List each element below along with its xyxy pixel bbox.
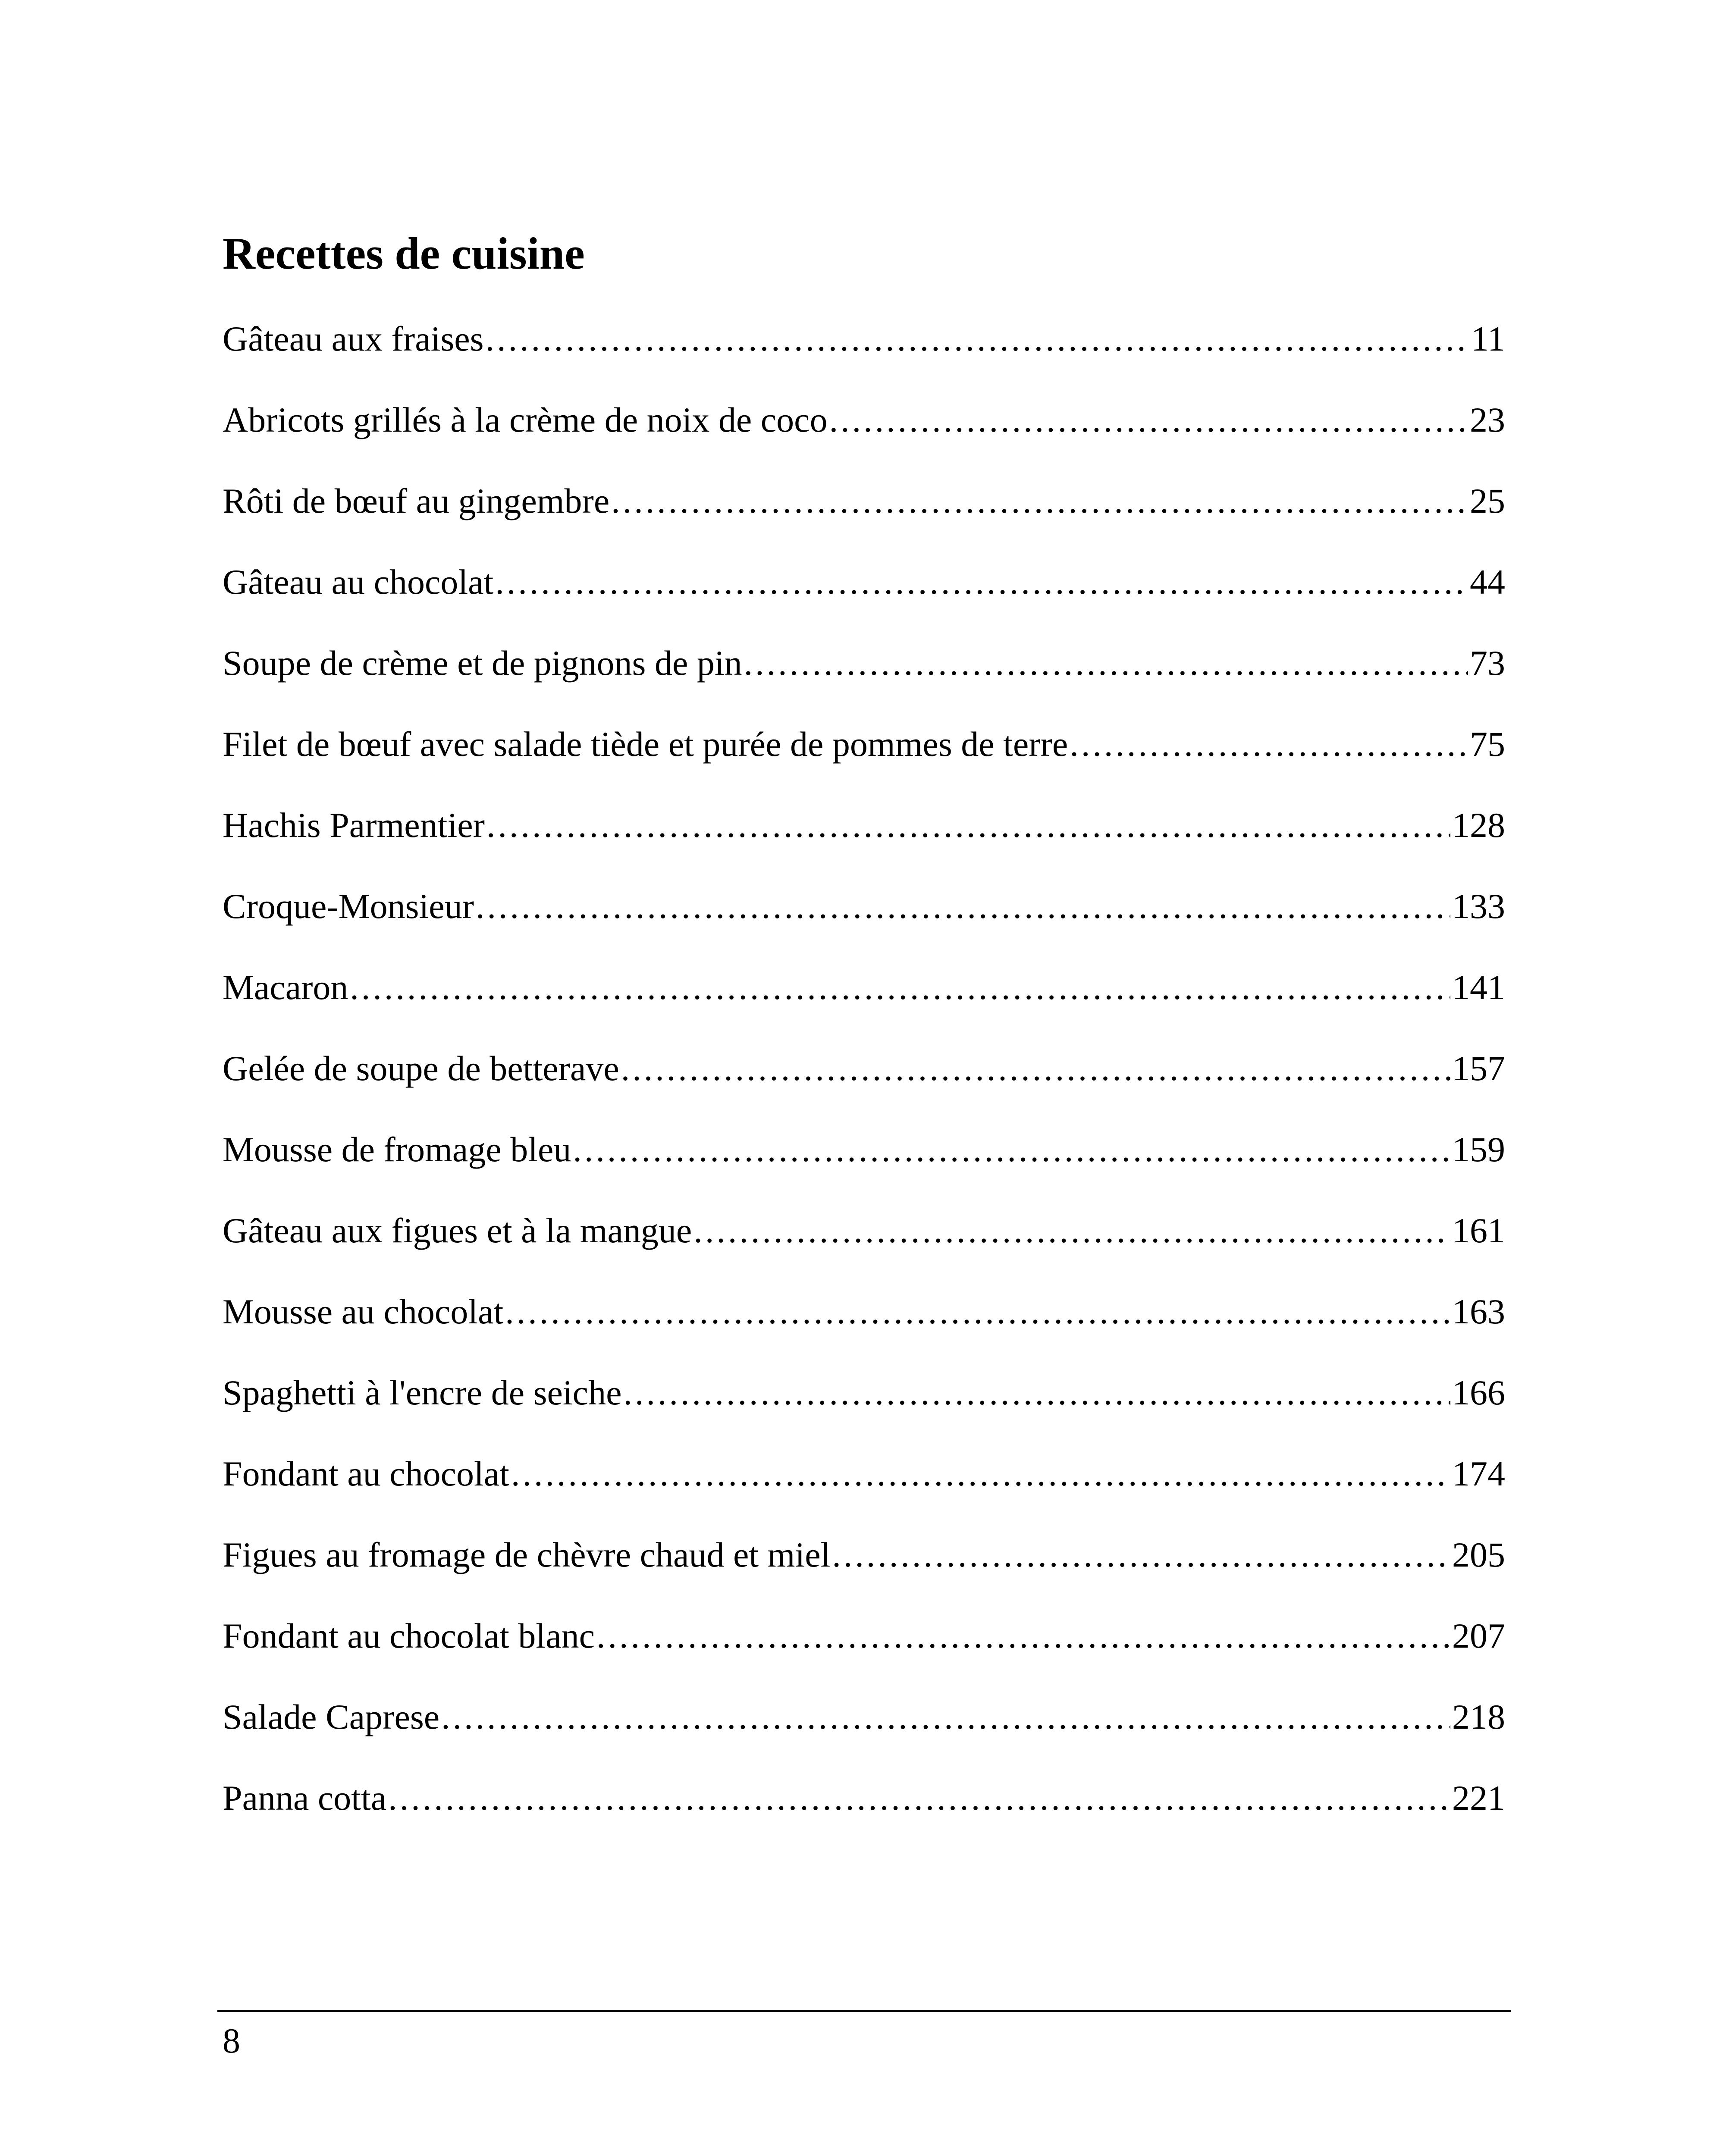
page-title: Recettes de cuisine	[223, 228, 585, 279]
toc-entry[interactable]	[223, 1780, 1505, 1861]
toc-entry-title: Croque-Monsieur	[223, 887, 474, 926]
toc-dot-leader	[505, 1294, 1450, 1329]
toc-entry[interactable]	[223, 402, 1505, 483]
toc-entry-page: 73	[1470, 643, 1505, 683]
toc-dot-leader	[744, 646, 1468, 681]
toc-entry-page: 218	[1452, 1697, 1505, 1736]
toc-entry-page: 141	[1452, 968, 1505, 1007]
toc-entry-page: 174	[1452, 1454, 1505, 1493]
toc-entry-page: 166	[1452, 1373, 1505, 1412]
toc-entry[interactable]	[223, 1456, 1505, 1537]
toc-dot-leader	[486, 321, 1469, 357]
toc-entry[interactable]	[223, 1375, 1505, 1456]
toc-entry[interactable]	[223, 1537, 1505, 1618]
toc-dot-leader	[596, 1618, 1450, 1654]
toc-entry[interactable]	[223, 483, 1505, 564]
table-of-contents	[223, 321, 1505, 1861]
toc-dot-leader	[511, 1456, 1450, 1492]
toc-dot-leader	[1070, 727, 1468, 762]
toc-dot-leader	[621, 1051, 1450, 1086]
toc-entry-title: Panna cotta	[223, 1778, 387, 1818]
toc-entry-title: Soupe de crème et de pignons de pin	[223, 643, 742, 683]
toc-entry[interactable]	[223, 1294, 1505, 1375]
toc-dot-leader	[495, 564, 1468, 600]
toc-entry-page: 163	[1452, 1292, 1505, 1331]
toc-entry-page: 25	[1470, 481, 1505, 520]
toc-entry-title: Fondant au chocolat blanc	[223, 1616, 595, 1655]
toc-entry-page: 205	[1452, 1535, 1505, 1574]
toc-dot-leader	[611, 483, 1468, 519]
toc-entry[interactable]	[223, 1132, 1505, 1213]
toc-entry-page: 75	[1470, 724, 1505, 764]
toc-entry-title: Mousse au chocolat	[223, 1292, 504, 1331]
toc-entry[interactable]	[223, 889, 1505, 970]
toc-entry[interactable]	[223, 1051, 1505, 1132]
toc-entry-title: Mousse de fromage bleu	[223, 1130, 571, 1169]
toc-entry-title: Spaghetti à l'encre de seiche	[223, 1373, 622, 1412]
toc-entry[interactable]	[223, 564, 1505, 646]
toc-dot-leader	[832, 1537, 1450, 1573]
toc-dot-leader	[829, 402, 1468, 438]
toc-entry-title: Rôti de bœuf au gingembre	[223, 481, 610, 520]
toc-entry[interactable]	[223, 1213, 1505, 1294]
toc-entry-title: Gâteau aux fraises	[223, 319, 484, 358]
toc-entry-title: Fondant au chocolat	[223, 1454, 509, 1493]
toc-entry-page: 128	[1452, 805, 1505, 845]
toc-dot-leader	[623, 1375, 1450, 1410]
toc-entry[interactable]	[223, 970, 1505, 1051]
footer-divider	[217, 2010, 1511, 2012]
toc-entry-page: 44	[1470, 562, 1505, 602]
toc-entry-page: 159	[1452, 1130, 1505, 1169]
toc-entry-page: 133	[1452, 887, 1505, 926]
toc-dot-leader	[573, 1132, 1450, 1167]
page-number: 8	[223, 2021, 240, 2060]
toc-dot-leader	[486, 808, 1450, 843]
toc-entry[interactable]	[223, 724, 1505, 808]
toc-entry-title: Abricots grillés à la crème de noix de coco	[223, 400, 828, 439]
toc-entry-page: 221	[1452, 1778, 1505, 1818]
toc-entry-title: Filet de bœuf avec salade tiède et purée de pommes de terre	[223, 724, 1068, 764]
toc-entry-page: 207	[1452, 1616, 1505, 1655]
toc-entry-page: 161	[1452, 1211, 1505, 1250]
toc-dot-leader	[476, 889, 1450, 924]
toc-entry[interactable]	[223, 1699, 1505, 1780]
toc-entry-title: Figues au fromage de chèvre chaud et miel	[223, 1535, 831, 1574]
toc-entry-title: Gâteau aux figues et à la mangue	[223, 1211, 692, 1250]
toc-entry-page: 11	[1471, 319, 1505, 358]
toc-entry[interactable]	[223, 805, 1505, 889]
toc-entry-title: Gelée de soupe de betterave	[223, 1049, 619, 1088]
toc-entry[interactable]	[223, 321, 1505, 402]
toc-entry-title: Gâteau au chocolat	[223, 562, 494, 602]
toc-entry[interactable]	[223, 643, 1505, 727]
toc-entry-title: Macaron	[223, 968, 348, 1007]
toc-dot-leader	[693, 1213, 1450, 1248]
toc-entry-title: Salade Caprese	[223, 1697, 440, 1736]
toc-entry[interactable]	[223, 1618, 1505, 1699]
toc-entry-page: 157	[1452, 1049, 1505, 1088]
toc-entry-title: Hachis Parmentier	[223, 805, 485, 845]
toc-dot-leader	[441, 1699, 1450, 1735]
toc-dot-leader	[388, 1780, 1450, 1816]
toc-entry-page: 23	[1470, 400, 1505, 439]
toc-dot-leader	[350, 970, 1450, 1005]
